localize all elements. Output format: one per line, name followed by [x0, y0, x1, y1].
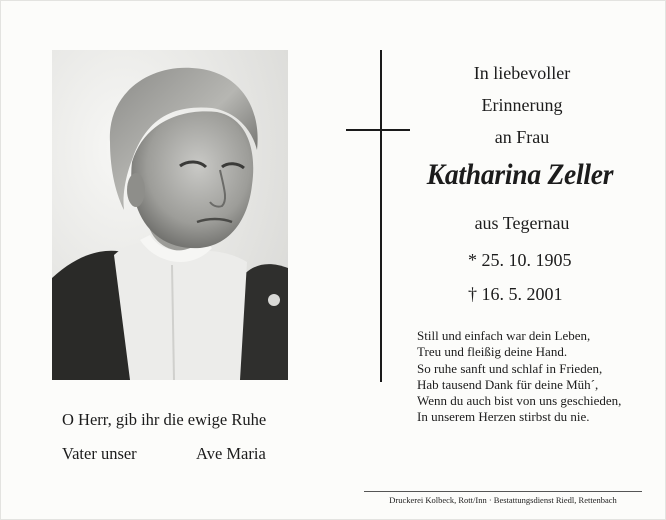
printer-footer: Druckerei Kolbeck, Rott/Inn · Bestattungsdienst Riedl, Rettenbach	[389, 495, 617, 505]
poem-line: So ruhe sanft und schlaf in Frieden,	[417, 360, 603, 376]
deceased-name: Katharina Zeller	[426, 158, 614, 191]
poem-line: Treu und fleißig deine Hand.	[417, 344, 568, 360]
prayer-line: O Herr, gib ihr die ewige Ruhe	[62, 410, 267, 429]
prayer-vater-unser: Vater unser	[62, 444, 137, 463]
heading-line-3: an Frau	[494, 127, 550, 147]
prayer-ave-maria: Ave Maria	[196, 444, 266, 463]
poem-line: Hab tausend Dank für deine Müh´,	[417, 376, 599, 392]
poem-line: In unserem Herzen stirbst du nie.	[417, 409, 590, 425]
death-date: † 16. 5. 2001	[468, 284, 563, 304]
origin: aus Tegernau	[474, 213, 570, 233]
heading-line-1: In liebevoller	[473, 63, 571, 83]
poem-line: Still und einfach war dein Leben,	[417, 328, 591, 343]
birth-date: * 25. 10. 1905	[468, 250, 572, 270]
poem-line: Wenn du auch bist von uns geschieden,	[417, 393, 622, 409]
heading-line-2: Erinnerung	[481, 95, 563, 115]
